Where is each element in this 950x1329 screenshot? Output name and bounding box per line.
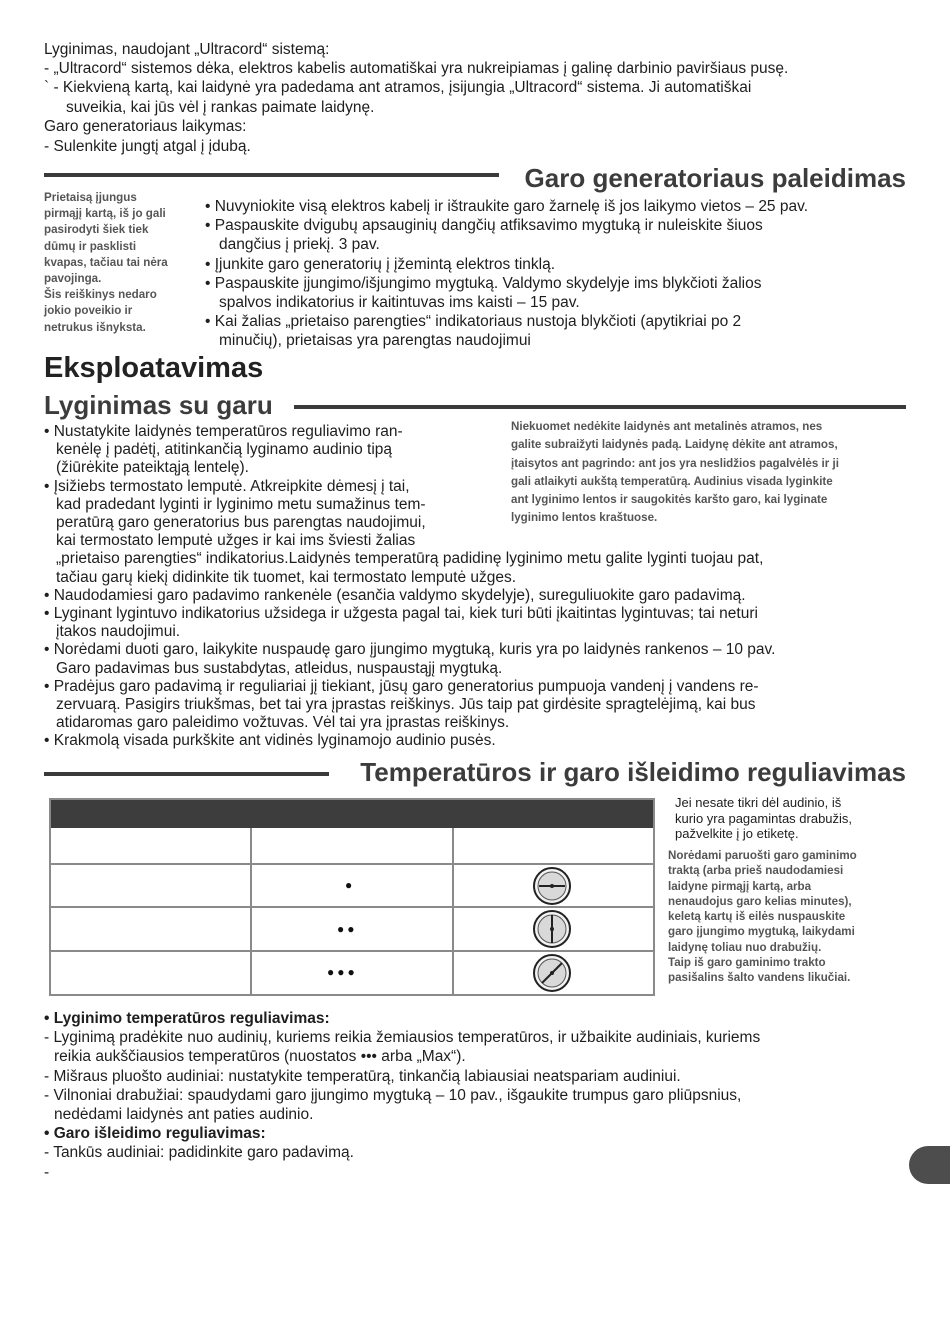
temperature-dial-icon: [529, 909, 575, 949]
side-note-line: Šis reiškinys nedaro: [44, 288, 157, 302]
side-note-line: pirmąjį kartą, iš jo gali: [44, 207, 166, 221]
instruction-line: kad pradedant lyginti ir lyginimo metu sumažinus tem-: [56, 495, 426, 513]
side-note-line: nenaudojus garo kelias minutes),: [668, 894, 852, 908]
instruction-line: • Įjunkite garo generatorių į įžemintą elektros tinklą.: [205, 255, 556, 273]
side-note-line: įtaisytos ant pagrindo: ant jos yra neslidžios pagalvėlės ir ji: [511, 456, 839, 470]
temperature-dial-icon: [529, 953, 575, 993]
instruction-line: peratūrą garo generatorius bus parengtas naudojimui,: [56, 514, 426, 532]
side-note-line: lyginimo lentos kraštuose.: [511, 511, 658, 525]
side-note-line: pasirodyti šiek tiek: [44, 223, 149, 237]
side-note-line: Norėdami paruošti garo gaminimo: [668, 849, 857, 862]
side-note-line: galite subraižyti laidynės padą. Laidynę dėkite ant atramos,: [511, 438, 838, 452]
instruction-line: • Krakmolą visada purkškite ant vidinės lyginamojo audinio pusės.: [44, 732, 496, 750]
start-instructions: [205, 197, 808, 351]
temperature-dots: ●●●: [327, 965, 358, 979]
side-note-line: laidyne pirmąjį kartą, arba: [668, 879, 812, 893]
side-note-line: jokio poveikio ir: [44, 304, 133, 318]
instruction-line: -: [44, 1163, 50, 1181]
intro-line: Garo generatoriaus laikymas:: [44, 118, 247, 135]
intro-line: - Sulenkite jungtį atgal į įdubą.: [44, 138, 251, 155]
intro-line: - „Ultracord“ sistemos dėka, elektros kabelis automatiškai yra nukreipiamas į galinę darbinio paviršiaus pusę.: [44, 60, 789, 77]
instruction-line: tačiau garų kiekį didinkite tik tuomet, kai termostato lemputė užges.: [56, 568, 517, 586]
instruction-line: įtakos naudojimui.: [56, 623, 181, 641]
instruction-line: atidaromas garo paleidimo vožtuvas. Vėl tai yra įprastas reiškinys.: [56, 714, 510, 732]
side-note-line: keletą kartų iš eilės nuspauskite: [668, 910, 846, 924]
table-divider: [51, 863, 653, 865]
section-title-start: Garo generatoriaus paleidimas: [524, 163, 906, 193]
instruction-line: • Nustatykite laidynės temperatūros reguliavimo ran-: [44, 423, 403, 440]
instruction-line: • Kai žalias „prietaiso parengties“ indikatoriaus nustoja blykčioti (apytikriai po 2: [205, 313, 742, 331]
intro-line: ` - Kiekvieną kartą, kai laidynė yra padedama ant atramos, įsijungia „Ultracord“ sistema. Ji automatiškai: [44, 79, 752, 96]
side-note-line: traktą (arba prieš naudodamiesi: [668, 864, 844, 878]
temperature-dots: ●: [345, 878, 356, 892]
side-note-line: laidynę toliau nuo drabužių.: [668, 940, 822, 954]
instruction-line: - Tankūs audiniai: padidinkite garo padavimą.: [44, 1144, 354, 1162]
side-note-line: Prietaisą įjungus: [44, 191, 137, 204]
section-rule: [44, 173, 499, 177]
instruction-line: • Nuvyniokite visą elektros kabelį ir ištraukite garo žarnelę iš jos laikymo vietos – 25 pav.: [205, 198, 809, 215]
instruction-line: - Mišraus pluošto audiniai: nustatykite temperatūrą, tinkančią labiausiai neatspariam audiniui.: [44, 1067, 681, 1085]
instruction-line: • Naudodamiesi garo padavimo rankenėle (esančia valdymo skydelyje), sureguliuokite garo padavimą.: [44, 586, 746, 604]
side-note-line: Niekuomet nedėkite laidynės ant metalinės atramos, nes: [511, 420, 823, 433]
instruction-heading: • Lyginimo temperatūros reguliavimas:: [44, 1010, 330, 1027]
instruction-line: „prietaiso parengties“ indikatorius.Laidynės temperatūrą padidinę lyginimo metu galite lyginti tuojau pat,: [56, 550, 764, 568]
side-note-line: dūmų ir pasklisti: [44, 239, 137, 253]
page-title: Eksploatavimas: [44, 352, 264, 384]
section-title-temperature: Temperatūros ir garo išleidimo reguliavimas: [360, 757, 906, 787]
fabric-label-note: [675, 795, 852, 842]
instruction-line: - Vilnoniai drabužiai: spaudydami garo įjungimo mygtuką – 10 pav., išgaukite trumpus garo pliūpsnius,: [44, 1086, 742, 1104]
instruction-line: reikia aukščiausios temperatūros (nuostatos ••• arba „Max“).: [54, 1048, 466, 1066]
settings-table: [49, 798, 655, 996]
side-note-line: pavojinga.: [44, 272, 102, 286]
page-number-tab: [909, 1146, 950, 1184]
intro-line: suveikia, kai jūs vėl į rankas paimate laidynę.: [66, 99, 375, 116]
side-note-line: ant lyginimo lentos ir saugokitės karšto garo, kai lyginate: [511, 493, 828, 507]
section-rule: [44, 772, 329, 776]
side-note-line: kvapas, tačiau tai nėra: [44, 255, 168, 269]
instruction-heading: • Garo išleidimo reguliavimas:: [44, 1125, 266, 1143]
instruction-line: nedėdami laidynės ant paties audinio.: [54, 1106, 314, 1124]
instruction-line: dangčius į priekį. 3 pav.: [219, 236, 380, 254]
table-divider: [250, 828, 252, 994]
side-note-line: Jei nesate tikri dėl audinio, iš: [675, 795, 842, 810]
side-note-line: pasišalins šalto vandens likučiai.: [668, 971, 851, 985]
side-note-line: Taip iš garo gaminimo trakto: [668, 956, 826, 970]
table-divider: [51, 906, 653, 908]
instruction-line: • Įsižiebs termostato lemputė. Atkreipkite dėmesį į tai,: [44, 477, 410, 495]
operation-instructions: [44, 423, 775, 751]
section-title-steam-ironing: Lyginimas su garu: [44, 390, 273, 420]
instruction-line: kenėlę į padėtį, atitinkančią lyginamo audinio tipą: [56, 441, 393, 459]
instruction-line: - Lyginimą pradėkite nuo audinių, kuriems reikia žemiausios temperatūros, ir užbaikite audiniais, kuriems: [44, 1029, 761, 1047]
instruction-line: minučių), prietaisas yra parengtas naudojimui: [219, 332, 531, 350]
instruction-line: • Lyginant lygintuvo indikatorius užsidega ir užgesta pagal tai, kiek turi būti įkaitintas lygintuvas; tai neturi: [44, 605, 758, 623]
instruction-line: (žiūrėkite pateiktąją lentelę).: [56, 459, 249, 477]
temperature-dots: ●●: [337, 922, 358, 936]
instruction-line: • Norėdami duoti garo, laikykite nuspaudę garo įjungimo mygtuką, kuris yra po laidynės rankenos – 10 pav.: [44, 641, 776, 659]
side-note-line: gali atlaikyti aukštą temperatūrą. Audinius visada lyginkite: [511, 474, 833, 488]
instruction-line: zervuarą. Pasigirs triukšmas, bet tai yra įprastas reiškinys. Jūs taip pat girdėsite spragtelėjimą, kai bus: [56, 696, 756, 714]
table-divider: [452, 828, 454, 994]
temperature-instructions: [44, 1009, 760, 1182]
side-note-line: kurio yra pagamintas drabužis,: [675, 810, 853, 826]
section-rule: [294, 405, 906, 409]
instruction-line: • Pradėjus garo padavimą ir reguliariai jį tiekiant, jūsų garo generatorius pumpuoja vandenį į vandens re-: [44, 677, 759, 695]
table-header: [51, 800, 653, 828]
side-note-line: netrukus išnyksta.: [44, 320, 146, 334]
intro-line: Lyginimas, naudojant „Ultracord“ sistemą:: [44, 41, 330, 58]
table-divider: [51, 950, 653, 952]
instruction-line: kai termostato lemputė užges ir kai ims šviesti žalias: [56, 532, 416, 550]
steam-prep-note: [668, 848, 857, 986]
instruction-line: Garo padavimas bus sustabdytas, atleidus, nuspaustąjį mygtuką.: [56, 659, 503, 677]
temperature-dial-icon: [529, 866, 575, 906]
start-side-note: [44, 190, 168, 336]
side-note-line: garo įjungimo mygtuką, laikydami: [668, 925, 855, 939]
instruction-line: • Paspauskite įjungimo/išjungimo mygtuką. Valdymo skydelyje ims blykčioti žalios: [205, 274, 762, 292]
side-note-line: pažvelkite į jo etiketę.: [675, 826, 799, 841]
instruction-line: • Paspauskite dvigubų apsauginių dangčių atfiksavimo mygtuką ir nuleiskite šiuos: [205, 217, 763, 235]
instruction-line: spalvos indikatorius ir kaitintuvas ims kaisti – 15 pav.: [219, 294, 580, 312]
